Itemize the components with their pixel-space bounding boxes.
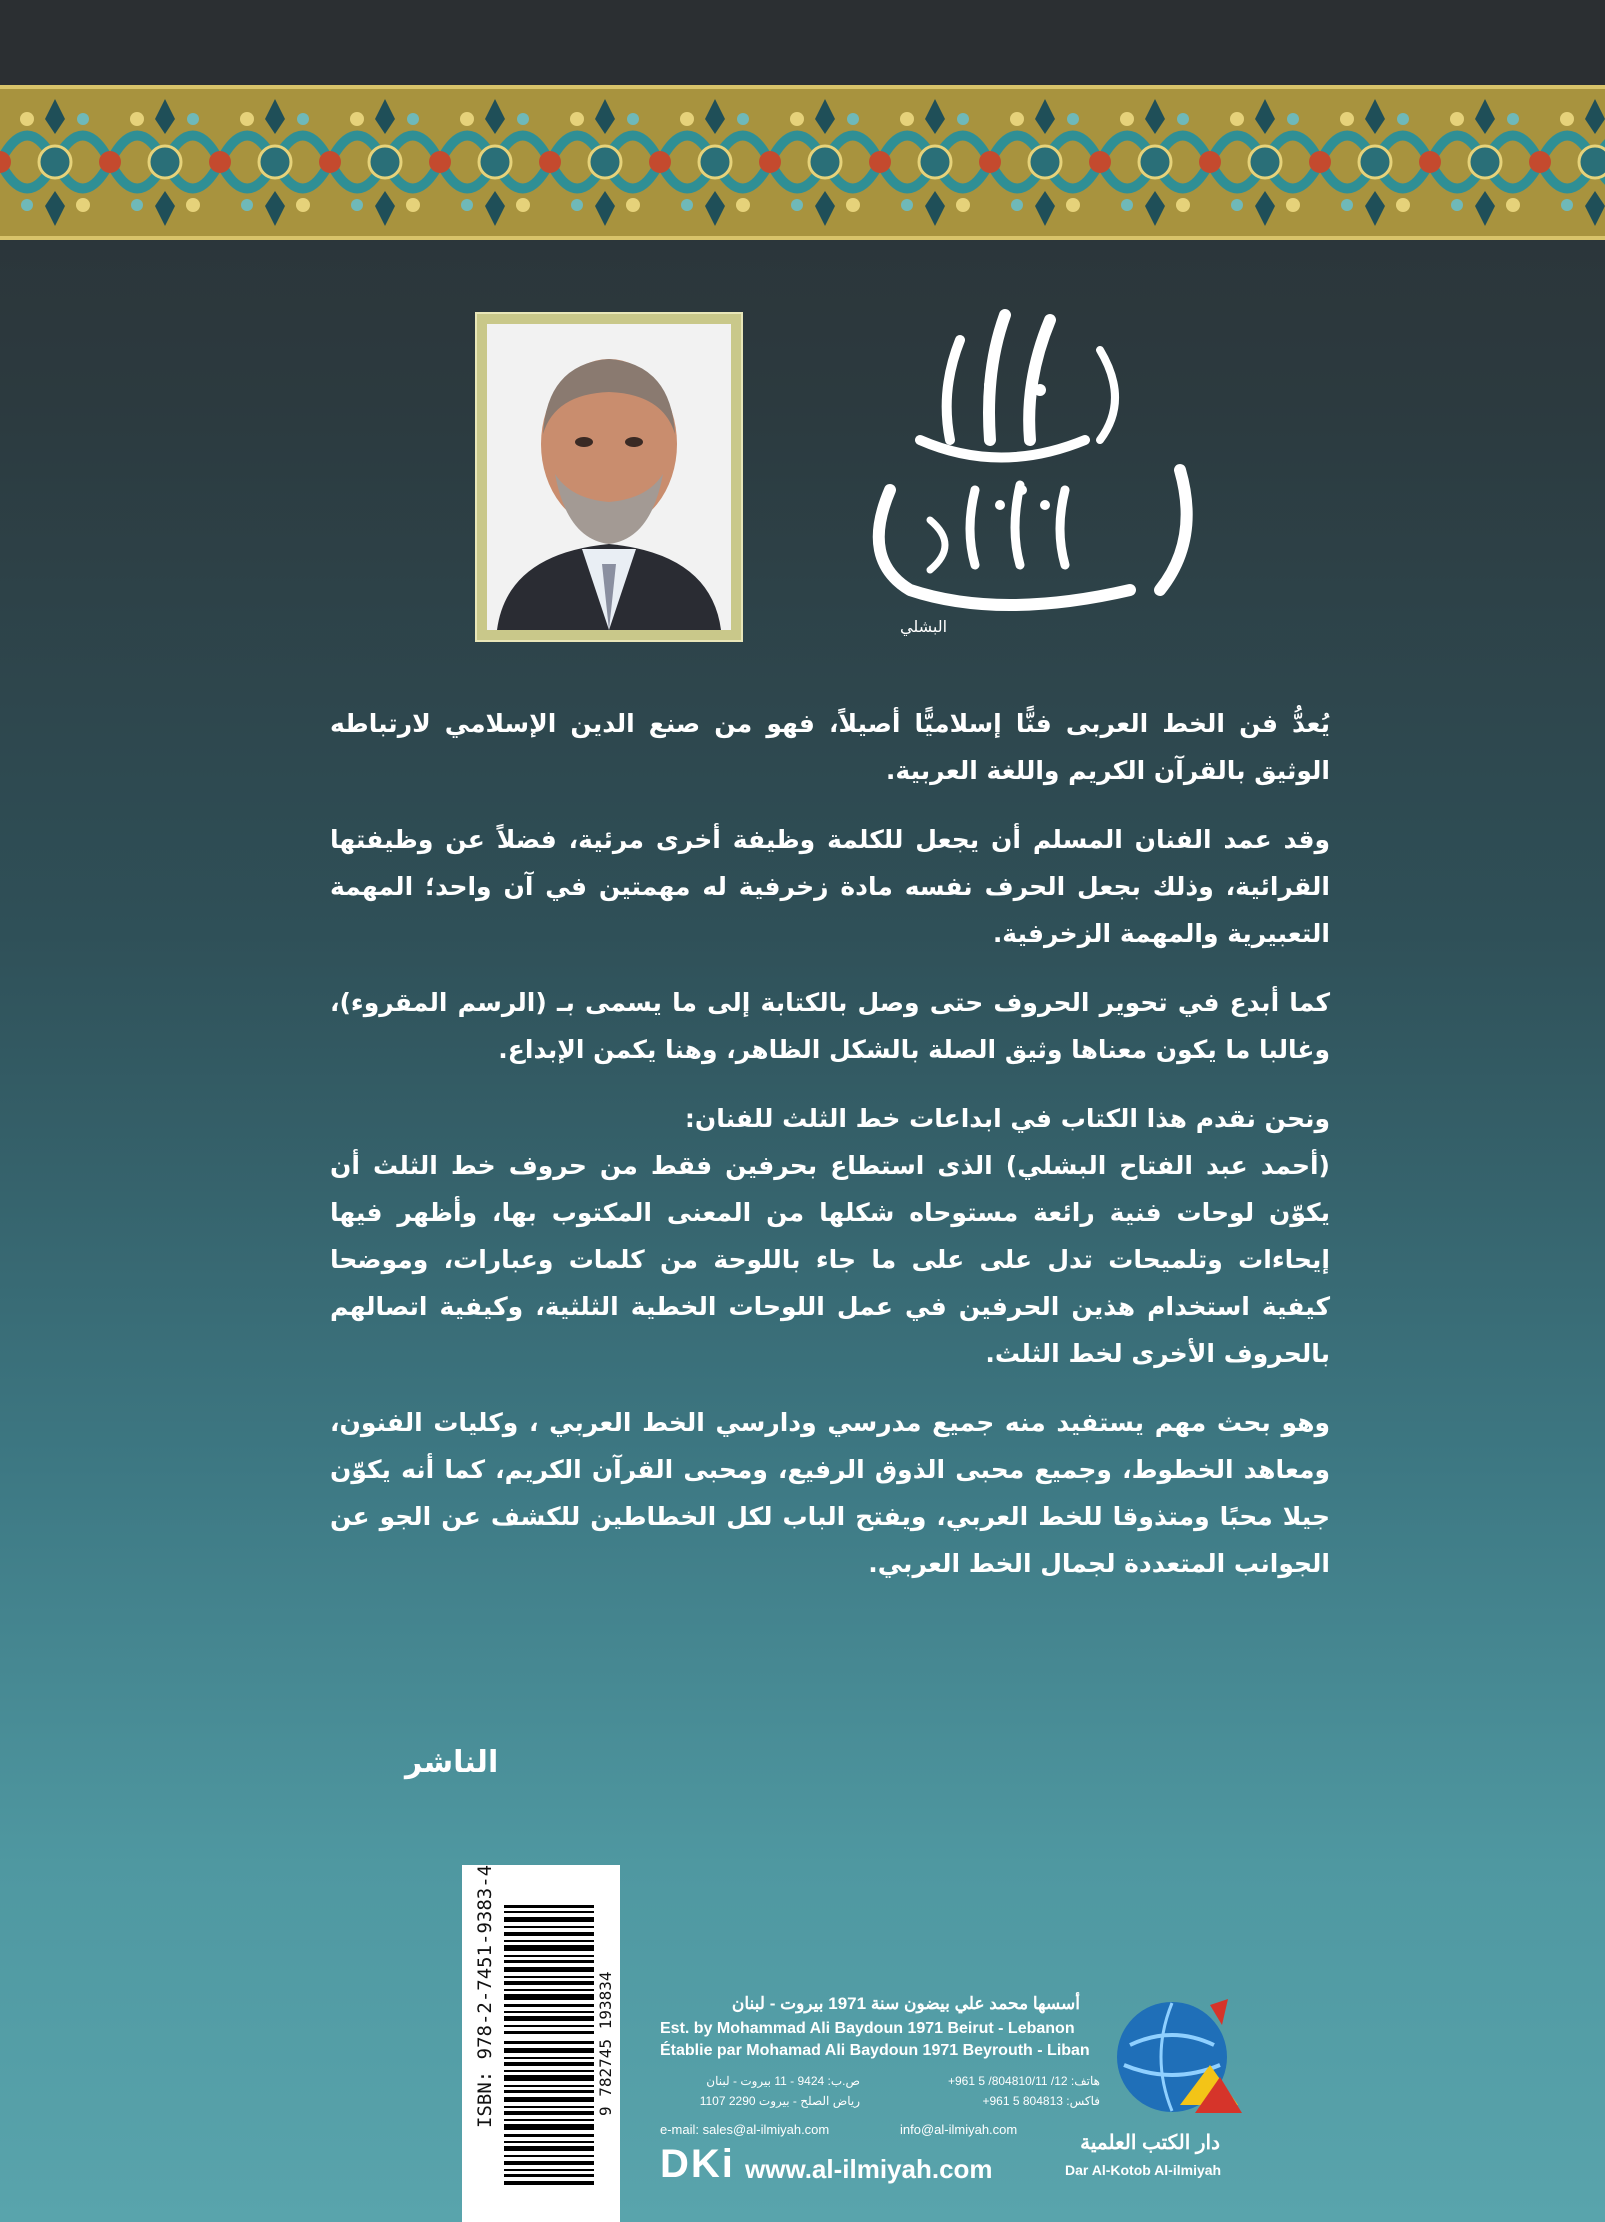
dki-logo: DKi <box>660 2142 735 2186</box>
riad: رياض الصلح - بيروت 2290 1107 <box>699 2094 860 2108</box>
arabesque-pattern <box>0 89 1605 236</box>
publisher-globe-logo <box>1110 1995 1245 2130</box>
author-portrait <box>487 324 731 630</box>
title-calligraphy <box>800 290 1240 650</box>
calligrapher-signature: البشلي <box>900 617 948 636</box>
author-portrait-frame <box>475 312 743 642</box>
fax: فاكس: 804813 5 961+ <box>982 2094 1100 2108</box>
top-dark-band <box>0 0 1605 85</box>
publisher-name-en: Dar Al-Kotob Al-ilmiyah <box>1065 2162 1222 2178</box>
paragraph-1: يُعدُّ فن الخط العربى فنًّا إسلاميًّا أصيلاً، فهو من صنع الدين الإسلامي لارتباطه الوثيق بالقرآن الكريم واللغة العربية. <box>330 709 1330 785</box>
publisher-signature: الناشر <box>405 1745 499 1780</box>
founded-ar: أسسها محمد علي بيضون سنة 1971 بيروت - لبنان <box>731 1994 1080 2013</box>
website: www.al-ilmiyah.com <box>745 2154 993 2184</box>
paragraph-5: (أحمد عبد الفتاح البشلي) الذى استطاع بحرفين فقط من حروف خط الثلث أن يكوّن لوحات فنية رائعة مستوحاه شكلها من المعنى المكتوب بها، وأظهر فيها إيحاءات وتلميحات تدل على على ما جاء باللوحة من كلمات وعبارات، وموضحا كيفية استخدام هذين الحرفين في عمل اللوحات الخطية الثلثية، وكيفية اتصالهم بالحروف الأخرى لخط الثلث. <box>330 1151 1330 1368</box>
pobox: ص.ب: 9424 - 11 بيروت - لبنان <box>706 2074 860 2088</box>
paragraph-6: وهو بحث مهم يستفيد منه جميع مدرسي ودارسي الخط العربي ، وكليات الفنون، ومعاهد الخطوط، وجميع محبى الذوق الرفيع، ومحبى القرآن الكريم، كما أنه يكوّن جيلا محبًا ومتذوقا للخط العربي، ويفتح الباب لكل الخطاطين للكشف عن الجو عن الجوانب المتعددة لجمال الخط العربي. <box>330 1408 1330 1578</box>
est-en: Est. by Mohammad Ali Baydoun 1971 Beirut - Lebanon <box>660 2020 1075 2037</box>
info-email: info@al-ilmiyah.com <box>900 2122 1018 2137</box>
barcode-bars <box>504 1905 594 2185</box>
barcode-box <box>462 1865 620 2222</box>
ornamental-border <box>0 85 1605 240</box>
blurb-text <box>330 700 1330 1609</box>
phone: هاتف: 12/ 804810/11/ 5 961+ <box>947 2074 1100 2088</box>
email: e-mail: sales@al-ilmiyah.com <box>660 2122 830 2137</box>
thuluth-title-art <box>800 290 1240 650</box>
paragraph-2: وقد عمد الفنان المسلم أن يجعل للكلمة وظيفة أخرى مرئية، فضلاً عن وظيفتها القرائية، وذلك بجعل الحرف نفسه مادة زخرفية له مهمتين في آن واحد؛ المهمة التعبيرية والمهمة الزخرفية. <box>330 825 1330 948</box>
publisher-name-ar: دار الكتب العلمية <box>1080 2132 1220 2154</box>
barcode-digits: 9 782745 193834 <box>596 1971 615 2116</box>
est-fr: Établie par Mohamad Ali Baydoun 1971 Beyrouth - Liban <box>660 2042 1090 2059</box>
isbn-number: ISBN: 978-2-7451-9383-4 <box>474 1865 496 2129</box>
paragraph-3: كما أبدع في تحوير الحروف حتى وصل بالكتابة إلى ما يسمى بـ (الرسم المقروء)، وغالبا ما يكون معناها وثيق الصلة بالشكل الظاهر، وهنا يكمن الإبداع. <box>330 988 1330 1064</box>
paragraph-4: ونحن نقدم هذا الكتاب في ابداعات خط الثلث للفنان: <box>684 1104 1330 1133</box>
